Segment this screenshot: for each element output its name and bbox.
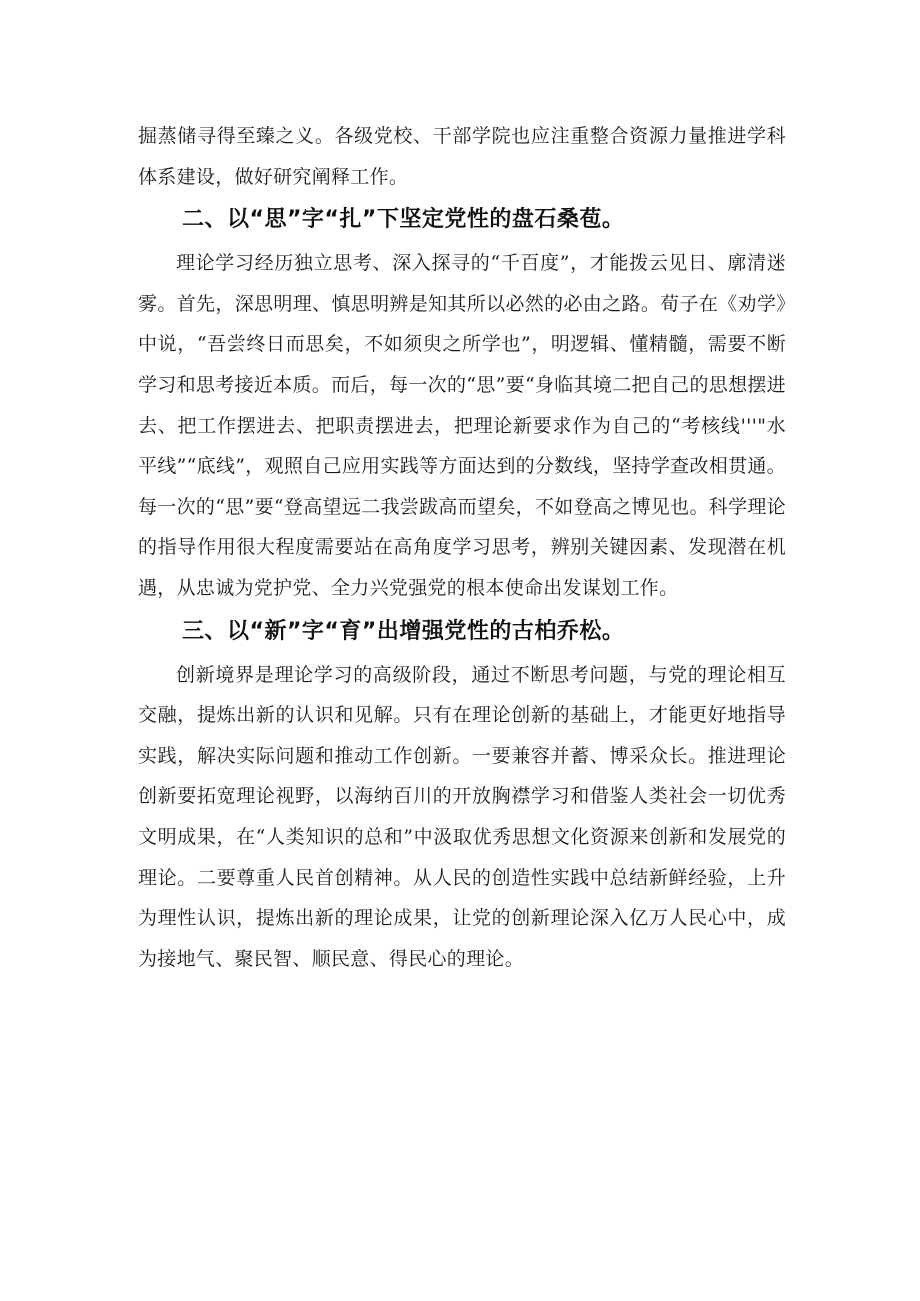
section-3-paragraph: 创新境界是理论学习的高级阶段，通过不断思考问题，与党的理论相互交融，提炼出新的认识和见解。只有在理论创新的基础上，才能更好地指导实践，解决实际问题和推动工作创新。一要兼容并蓄、博采众长。推进理论创新要拓宽理论视野，以海纳百川的开放胸襟学习和借鉴人类社会一切优秀文明成果，在“人类知识的总和”中汲取优秀思想文化资源来创新和发展党的理论。二要尊重人民首创精神。从人民的创造性实践中总结新鲜经验，上升为理性认识，提炼出新的理论成果，让党的创新理论深入亿万人民心中，成为接地气、聚民智、顺民意、得民心的理论。 — [138, 663, 786, 970]
section-2-heading: 二、以“思”字“扎”下坚定党性的盘石桑苞。 — [182, 207, 625, 233]
continuation-paragraph: 掘蒸储寻得至臻之义。各级党校、干部学院也应注重整合资源力量推进学科体系建设，做好研究阐释工作。 — [138, 125, 786, 188]
section-3-heading: 三、以“新”字“育”出增强党性的古柏乔松。 — [182, 618, 625, 644]
section-2-paragraph: 理论学习经历独立思考、深入探寻的“千百度”，才能拨云见日、廓清迷雾。首先，深思明理、慎思明辨是知其所以必然的必由之路。荀子在《劝学》中说，“吾尝终日而思矣，不如须臾之所学也”，明逻辑、懂精髓，需要不断学习和思考接近本质。而后，每一次的“思”要“身临其境二把自己的思想摆进去、把工作摆进去、把职责摆进去，把理论新要求作为自己的“考核线'''"水平线”“底线”，观照自己应用实践等方面达到的分数线，坚持学查改相贯通。每一次的“思”要“登高望远二我尝跋高而望矣，不如登高之博见也。科学理论的指导作用很大程度需要站在高角度学习思考，辨别关键因素、发现潜在机遇，从忠诚为党护党、全力兴党强党的根本使命出发谋划工作。 — [138, 252, 786, 599]
document-body — [138, 116, 786, 979]
